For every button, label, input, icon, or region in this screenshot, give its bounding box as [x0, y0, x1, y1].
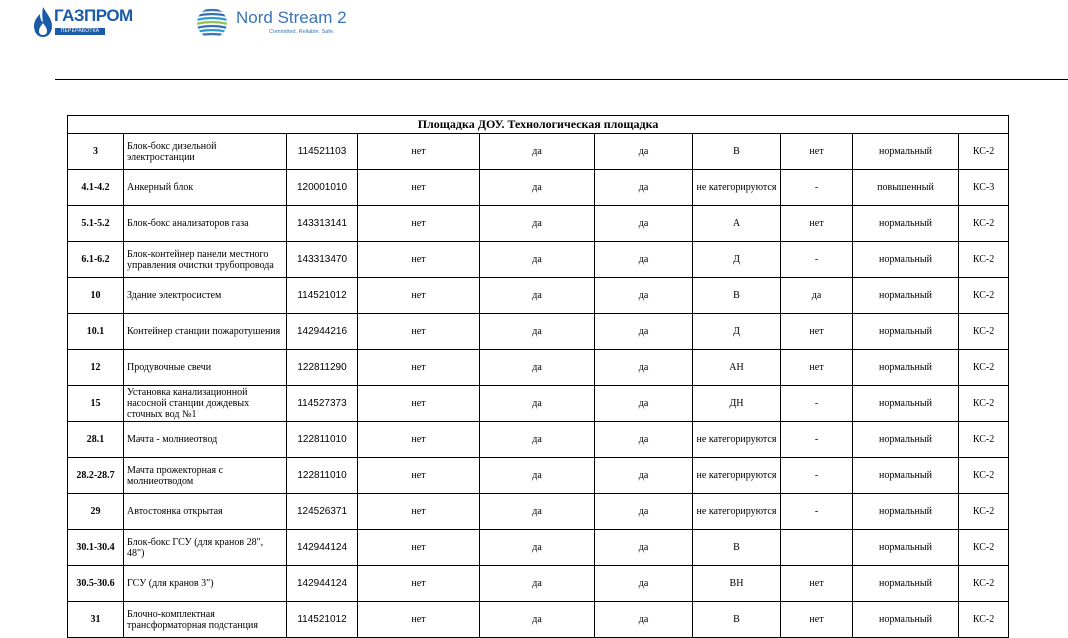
- table-row: [68, 278, 1009, 314]
- column-3-cell: да: [595, 206, 693, 242]
- category-cell: ВН: [693, 566, 781, 602]
- object-name-cell: Здание электросистем: [124, 278, 287, 314]
- gazprom-logo: [32, 4, 133, 40]
- table-row: [68, 134, 1009, 170]
- table-row: [68, 422, 1009, 458]
- column-1-cell: нет: [358, 602, 480, 638]
- column-1-cell: нет: [358, 422, 480, 458]
- class-cell: КС-2: [959, 458, 1009, 494]
- column-2-cell: да: [480, 314, 595, 350]
- column-2-cell: да: [480, 350, 595, 386]
- class-cell: КС-2: [959, 386, 1009, 422]
- nordstream-tagline: Committed. Reliable. Safe.: [269, 29, 335, 35]
- column-5-cell: нет: [781, 566, 853, 602]
- column-2-cell: да: [480, 422, 595, 458]
- mode-cell: нормальный: [853, 242, 959, 278]
- column-3-cell: да: [595, 170, 693, 206]
- row-number-cell: 12: [68, 350, 124, 386]
- object-name-cell: ГСУ (для кранов 3"): [124, 566, 287, 602]
- mode-cell: нормальный: [853, 566, 959, 602]
- class-cell: КС-2: [959, 206, 1009, 242]
- category-cell: Д: [693, 314, 781, 350]
- row-number-cell: 29: [68, 494, 124, 530]
- column-1-cell: нет: [358, 242, 480, 278]
- class-cell: КС-2: [959, 602, 1009, 638]
- code-cell: 122811290: [287, 350, 358, 386]
- class-cell: КС-2: [959, 422, 1009, 458]
- column-5-cell: -: [781, 170, 853, 206]
- column-2-cell: да: [480, 602, 595, 638]
- table-row: [68, 170, 1009, 206]
- object-name-cell: Установка канализационной насосной станции дождевых сточных вод №1: [124, 386, 287, 422]
- header-divider: [55, 79, 1068, 80]
- table-title: Площадка ДОУ. Технологическая площадка: [68, 116, 1009, 134]
- mode-cell: нормальный: [853, 530, 959, 566]
- code-cell: 122811010: [287, 422, 358, 458]
- column-5-cell: да: [781, 278, 853, 314]
- column-1-cell: нет: [358, 530, 480, 566]
- row-number-cell: 30.1-30.4: [68, 530, 124, 566]
- object-name-cell: Продувочные свечи: [124, 350, 287, 386]
- mode-cell: нормальный: [853, 206, 959, 242]
- category-cell: не категорируются: [693, 458, 781, 494]
- column-3-cell: да: [595, 314, 693, 350]
- gazprom-logo-text: ГАЗПРОМ: [54, 6, 133, 25]
- column-2-cell: да: [480, 458, 595, 494]
- column-2-cell: да: [480, 386, 595, 422]
- class-cell: КС-2: [959, 350, 1009, 386]
- code-cell: 142944124: [287, 530, 358, 566]
- table-row: [68, 602, 1009, 638]
- mode-cell: нормальный: [853, 278, 959, 314]
- column-5-cell: нет: [781, 314, 853, 350]
- class-cell: КС-2: [959, 530, 1009, 566]
- table-row: [68, 566, 1009, 602]
- table-row: [68, 494, 1009, 530]
- class-cell: КС-2: [959, 566, 1009, 602]
- row-number-cell: 10.1: [68, 314, 124, 350]
- mode-cell: повышенный: [853, 170, 959, 206]
- gazprom-logo-subtext: ПЕРЕРАБОТКА: [60, 28, 100, 34]
- code-cell: 120001010: [287, 170, 358, 206]
- column-3-cell: да: [595, 494, 693, 530]
- table-row: [68, 242, 1009, 278]
- mode-cell: нормальный: [853, 350, 959, 386]
- table-row: [68, 206, 1009, 242]
- category-cell: не категорируются: [693, 494, 781, 530]
- category-cell: А: [693, 206, 781, 242]
- mode-cell: нормальный: [853, 314, 959, 350]
- column-2-cell: да: [480, 242, 595, 278]
- code-cell: 114521012: [287, 278, 358, 314]
- column-3-cell: да: [595, 458, 693, 494]
- column-1-cell: нет: [358, 134, 480, 170]
- mode-cell: нормальный: [853, 602, 959, 638]
- mode-cell: нормальный: [853, 494, 959, 530]
- column-2-cell: да: [480, 566, 595, 602]
- category-cell: В: [693, 278, 781, 314]
- nordstream-title: Nord Stream 2: [236, 8, 347, 27]
- object-name-cell: Блок-бокс дизельной электростанции: [124, 134, 287, 170]
- globe-icon: [196, 7, 228, 39]
- column-2-cell: да: [480, 494, 595, 530]
- mode-cell: нормальный: [853, 134, 959, 170]
- code-cell: 143313470: [287, 242, 358, 278]
- row-number-cell: 6.1-6.2: [68, 242, 124, 278]
- nordstream-logo: [196, 5, 356, 41]
- column-2-cell: да: [480, 134, 595, 170]
- column-2-cell: да: [480, 278, 595, 314]
- code-cell: 114521012: [287, 602, 358, 638]
- table-row: [68, 350, 1009, 386]
- table-body: [68, 134, 1009, 638]
- table-row: [68, 530, 1009, 566]
- column-2-cell: да: [480, 170, 595, 206]
- column-3-cell: да: [595, 530, 693, 566]
- object-name-cell: Блок-бокс анализаторов газа: [124, 206, 287, 242]
- category-cell: не категорируются: [693, 422, 781, 458]
- row-number-cell: 15: [68, 386, 124, 422]
- row-number-cell: 4.1-4.2: [68, 170, 124, 206]
- column-3-cell: да: [595, 134, 693, 170]
- column-5-cell: нет: [781, 206, 853, 242]
- column-5-cell: -: [781, 242, 853, 278]
- mode-cell: нормальный: [853, 422, 959, 458]
- row-number-cell: 28.2-28.7: [68, 458, 124, 494]
- mode-cell: нормальный: [853, 386, 959, 422]
- object-name-cell: Блок-контейнер панели местного управления очистки трубопровода: [124, 242, 287, 278]
- column-1-cell: нет: [358, 350, 480, 386]
- column-5-cell: нет: [781, 602, 853, 638]
- object-name-cell: Мачта прожекторная с молниеотводом: [124, 458, 287, 494]
- category-cell: В: [693, 602, 781, 638]
- code-cell: 142944124: [287, 566, 358, 602]
- category-cell: В: [693, 530, 781, 566]
- column-3-cell: да: [595, 386, 693, 422]
- column-1-cell: нет: [358, 386, 480, 422]
- row-number-cell: 28.1: [68, 422, 124, 458]
- column-5-cell: -: [781, 422, 853, 458]
- column-5-cell: нет: [781, 350, 853, 386]
- object-name-cell: Блочно-комплектная трансформаторная подстанция: [124, 602, 287, 638]
- class-cell: КС-2: [959, 134, 1009, 170]
- category-cell: В: [693, 134, 781, 170]
- gazprom-logo-bar: [55, 28, 105, 35]
- code-cell: 122811010: [287, 458, 358, 494]
- class-cell: КС-3: [959, 170, 1009, 206]
- class-cell: КС-2: [959, 278, 1009, 314]
- category-cell: ДН: [693, 386, 781, 422]
- mode-cell: нормальный: [853, 458, 959, 494]
- code-cell: 114527373: [287, 386, 358, 422]
- column-5-cell: -: [781, 386, 853, 422]
- object-name-cell: Блок-бокс ГСУ (для кранов 28", 48"): [124, 530, 287, 566]
- object-name-cell: Автостоянка открытая: [124, 494, 287, 530]
- column-1-cell: нет: [358, 278, 480, 314]
- code-cell: 124526371: [287, 494, 358, 530]
- code-cell: 142944216: [287, 314, 358, 350]
- column-1-cell: нет: [358, 206, 480, 242]
- column-3-cell: да: [595, 278, 693, 314]
- column-3-cell: да: [595, 602, 693, 638]
- object-name-cell: Контейнер станции пожаротушения: [124, 314, 287, 350]
- row-number-cell: 10: [68, 278, 124, 314]
- table-row: [68, 458, 1009, 494]
- column-1-cell: нет: [358, 566, 480, 602]
- table-row: [68, 314, 1009, 350]
- category-cell: АН: [693, 350, 781, 386]
- column-3-cell: да: [595, 350, 693, 386]
- gazprom-flame-icon: [32, 6, 54, 38]
- column-5-cell: -: [781, 494, 853, 530]
- category-cell: Д: [693, 242, 781, 278]
- column-2-cell: да: [480, 530, 595, 566]
- column-2-cell: да: [480, 206, 595, 242]
- row-number-cell: 3: [68, 134, 124, 170]
- column-3-cell: да: [595, 242, 693, 278]
- row-number-cell: 30.5-30.6: [68, 566, 124, 602]
- row-number-cell: 5.1-5.2: [68, 206, 124, 242]
- column-1-cell: нет: [358, 170, 480, 206]
- code-cell: 143313141: [287, 206, 358, 242]
- class-cell: КС-2: [959, 314, 1009, 350]
- column-3-cell: да: [595, 566, 693, 602]
- object-name-cell: Анкерный блок: [124, 170, 287, 206]
- facilities-table: [67, 115, 1009, 638]
- column-3-cell: да: [595, 422, 693, 458]
- column-1-cell: нет: [358, 458, 480, 494]
- class-cell: КС-2: [959, 494, 1009, 530]
- category-cell: не категорируются: [693, 170, 781, 206]
- class-cell: КС-2: [959, 242, 1009, 278]
- code-cell: 114521103: [287, 134, 358, 170]
- column-1-cell: нет: [358, 314, 480, 350]
- column-5-cell: [781, 530, 853, 566]
- table-row: [68, 386, 1009, 422]
- column-1-cell: нет: [358, 494, 480, 530]
- row-number-cell: 31: [68, 602, 124, 638]
- column-5-cell: нет: [781, 134, 853, 170]
- object-name-cell: Мачта - молниеотвод: [124, 422, 287, 458]
- column-5-cell: -: [781, 458, 853, 494]
